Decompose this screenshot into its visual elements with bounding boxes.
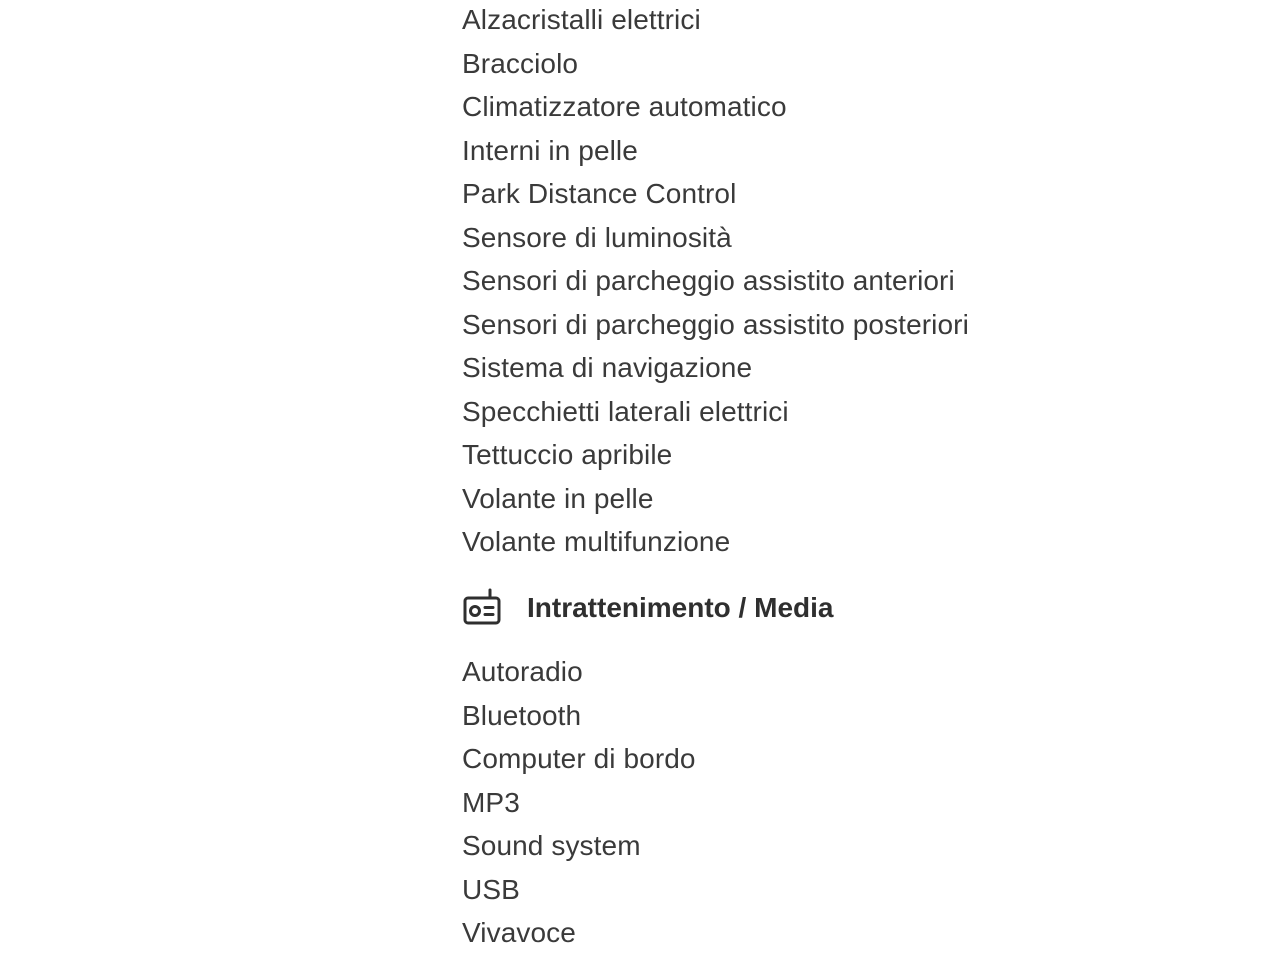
list-item: Sensori di parcheggio assistito posteriori: [462, 308, 969, 340]
list-item: Sistema di navigazione: [462, 352, 753, 383]
list-item: Autoradio: [462, 656, 583, 687]
list-item: Vivavoce: [462, 917, 576, 948]
list-item: Sensori di parcheggio assistito anteriori: [462, 265, 955, 296]
list-item: Sound system: [462, 830, 641, 861]
list-item: USB: [462, 873, 520, 905]
comfort-feature-list: [462, 0, 969, 564]
list-item: Alzacristalli elettrici: [462, 4, 701, 35]
list-item: Volante multifunzione: [462, 526, 731, 557]
list-item: Sensore di luminosità: [462, 221, 732, 253]
media-section-header: [462, 586, 833, 630]
list-item: Computer di bordo: [462, 743, 696, 774]
list-item: Park Distance Control: [462, 178, 737, 209]
list-item: Tettuccio apribile: [462, 439, 673, 470]
list-item: MP3: [462, 786, 520, 818]
list-item: Bracciolo: [462, 47, 579, 79]
list-item: Climatizzatore automatico: [462, 91, 787, 122]
list-item: Interni in pelle: [462, 134, 638, 166]
media-feature-list: [462, 650, 696, 955]
list-item: Bluetooth: [462, 699, 582, 731]
list-item: Specchietti laterali elettrici: [462, 395, 789, 427]
list-item: Volante in pelle: [462, 482, 654, 514]
radio-icon: [462, 588, 502, 628]
section-title: Intrattenimento / Media: [527, 592, 834, 623]
